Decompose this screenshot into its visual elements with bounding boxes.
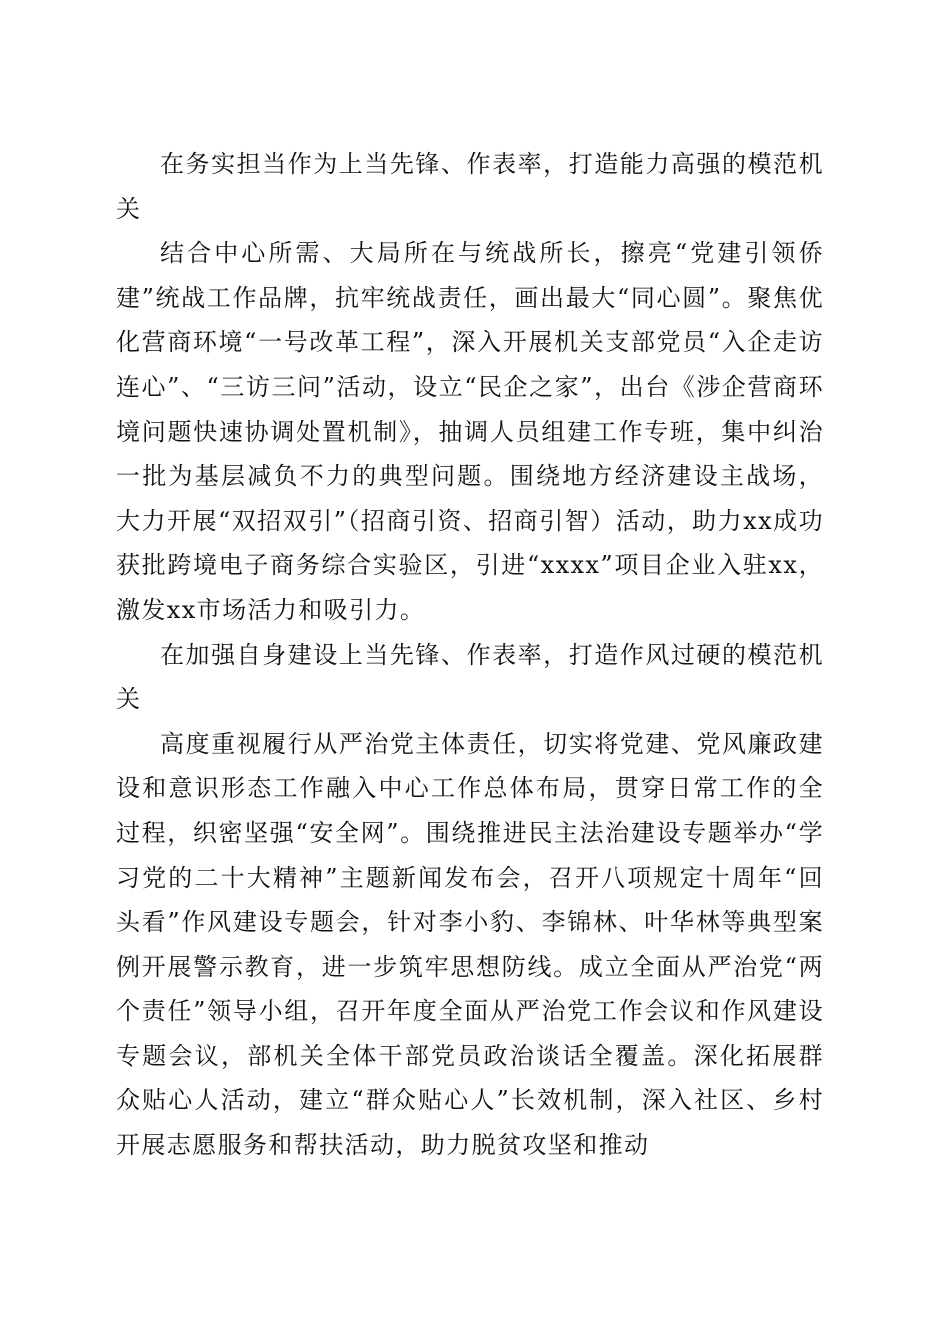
body-paragraph-1: 结合中心所需、大局所在与统战所长，擦亮“党建引领侨建”统战工作品牌，抗牢统战责任，画出最大“同心圆”。聚焦优化营商环境“一号改革工程”，深入开展机关支部党员“入企走访连心”、“三访三问”活动，设立“民企之家”，出台《涉企营商环境问题快速协调处置机制》，抽调人员组建工作专班，集中纠治一批为基层减负不力的典型问题。围绕地方经济建设主战场，大力开展“双招双引”（招商引资、招商引智）活动，助力xx成功获批跨境电子商务综合实验区，引进“xxxx”项目企业入驻xx，激发xx市场活力和吸引力。 — [116, 239, 824, 624]
section-heading-2: 在加强自身建设上当先锋、作表率，打造作风过硬的模范机关 — [116, 640, 824, 714]
section-heading-1: 在务实担当作为上当先锋、作表率，打造能力高强的模范机关 — [116, 150, 824, 223]
document-body — [116, 142, 824, 1168]
body-paragraph-2: 高度重视履行从严治党主体责任，切实将党建、党风廉政建设和意识形态工作融入中心工作总体布局，贯穿日常工作的全过程，织密坚强“安全网”。围绕推进民主法治建设专题举办“学习党的二十大精神”主题新闻发布会，召开八项规定十周年“回头看”作风建设专题会，针对李小豹、李锦林、叶华林等典型案例开展警示教育，进一步筑牢思想防线。成立全面从严治党“两个责任”领导小组，召开年度全面从严治党工作会议和作风建设专题会议，部机关全体干部党员政治谈话全覆盖。深化拓展群众贴心人活动，建立“群众贴心人”长效机制，深入社区、乡村开展志愿服务和帮扶活动，助力脱贫攻坚和推动 — [116, 729, 824, 1160]
